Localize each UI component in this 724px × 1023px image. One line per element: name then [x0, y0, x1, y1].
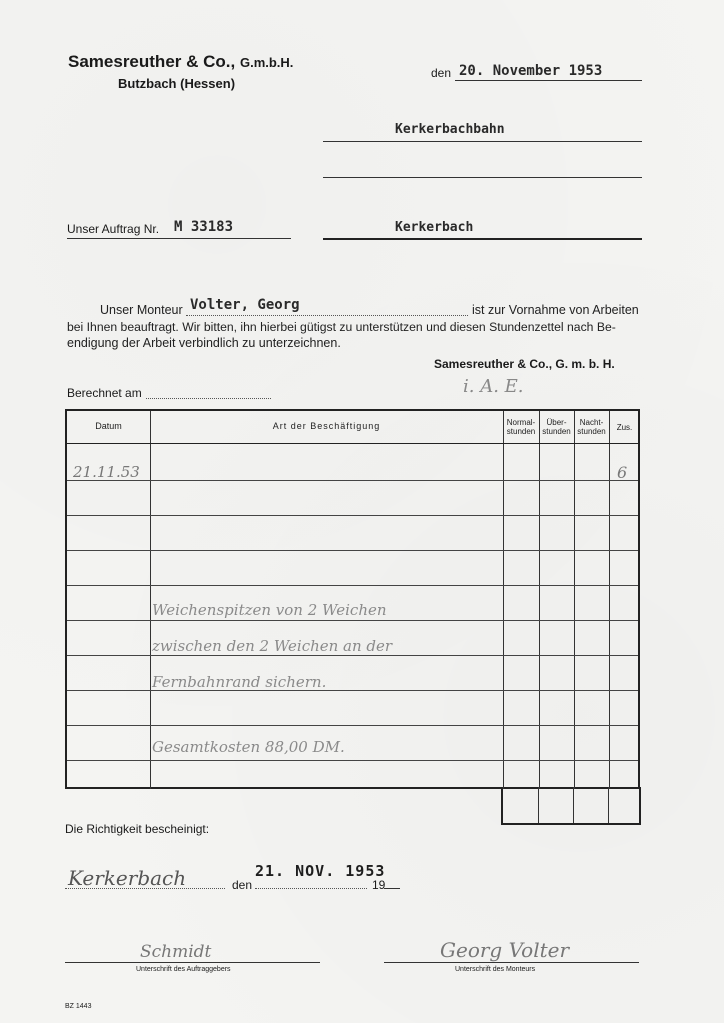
timesheet-table — [65, 409, 640, 789]
header-nacht-line-1: Nacht- — [579, 418, 604, 427]
row-rule — [67, 725, 638, 726]
date-underline — [455, 80, 642, 81]
company-name — [68, 52, 293, 72]
monteur-name: Volter, Georg — [190, 297, 300, 313]
header-ueber-line-1: Über- — [546, 418, 567, 427]
header-nachtstunden — [574, 418, 609, 436]
monteur-signature: Georg Volter — [440, 938, 570, 962]
row-rule — [67, 480, 638, 481]
monteur-label: Unser Monteur — [100, 303, 183, 317]
letter-line-2: bei Ihnen beauftragt. Wir bitten, ihn hierbei gütigst zu unterstützen und diesen Stundenzettel nach Be- — [67, 320, 616, 334]
location-underline — [323, 238, 642, 240]
entry-zus: 6 — [617, 463, 628, 482]
col-divider-art — [503, 411, 504, 789]
order-label: Unser Auftrag Nr. — [67, 222, 160, 236]
note-line-3: Fernbahnrand sichern. — [152, 673, 327, 691]
client-signature-caption: Unterschrift des Auftraggebers — [136, 966, 231, 973]
signature-company: Samesreuther & Co., G. m. b. H. — [434, 357, 615, 371]
row-rule — [67, 515, 638, 516]
entry-date: 21.11.53 — [73, 463, 140, 481]
signature-initials: i. A. E. — [463, 376, 524, 397]
date-prefix: den — [431, 66, 452, 80]
note-line-4: Gesamtkosten 88,00 DM. — [152, 738, 345, 756]
place-handwritten: Kerkerbach — [68, 866, 187, 890]
year-label: 19 — [372, 878, 386, 892]
header-normal-line-2: stunden — [506, 427, 536, 436]
project-location: Kerkerbach — [395, 220, 474, 235]
client-signature: Schmidt — [140, 942, 212, 962]
order-number: M 33183 — [174, 219, 234, 235]
header-normalstunden — [503, 418, 539, 436]
place-underline — [65, 888, 225, 889]
sum-box — [501, 787, 641, 825]
note-line-2: zwischen den 2 Weichen an der — [152, 637, 393, 655]
monteur-signature-caption: Unterschrift des Monteurs — [455, 966, 536, 973]
project-line-2-rule — [323, 177, 642, 178]
col-divider-normal — [539, 411, 540, 789]
col-divider-nacht — [609, 411, 610, 789]
order-underline — [67, 238, 291, 239]
berechnet-underline — [146, 398, 271, 399]
monteur-underline — [186, 315, 468, 316]
row-rule — [67, 620, 638, 621]
stamp-underline — [255, 888, 367, 889]
sum-divider — [608, 787, 609, 823]
header-ueberstunden — [539, 418, 574, 436]
date-stamp: 21. NOV. 1953 — [255, 862, 386, 880]
certify-label: Die Richtigkeit bescheinigt: — [65, 822, 210, 836]
row-rule — [67, 550, 638, 551]
sum-divider — [573, 787, 574, 823]
document-date: 20. November 1953 — [459, 63, 603, 79]
client-signature-line — [65, 962, 320, 963]
col-divider-ueber — [574, 411, 575, 789]
company-city: Butzbach (Hessen) — [118, 76, 236, 91]
row-rule — [67, 655, 638, 656]
year-underline — [384, 888, 400, 889]
project-line-1: Kerkerbachbahn — [395, 122, 505, 137]
letter-line-3: endigung der Arbeit verbindlich zu unterzeichnen. — [67, 336, 341, 350]
company-name-text: Samesreuther & Co., — [68, 52, 236, 71]
header-nacht-line-2: stunden — [577, 427, 606, 436]
row-rule — [67, 760, 638, 761]
project-line-1-rule — [323, 141, 642, 142]
header-datum: Datum — [95, 421, 122, 431]
company-suffix: G.m.b.H. — [239, 55, 294, 70]
note-line-1: Weichenspitzen von 2 Weichen — [152, 601, 387, 619]
row-rule — [67, 585, 638, 586]
header-normal-line-1: Normal- — [506, 418, 536, 427]
header-zus: Zus. — [616, 423, 633, 432]
header-art: Art der Beschäftigung — [272, 421, 381, 431]
form-code: BZ 1443 — [65, 1003, 92, 1010]
sum-divider — [538, 787, 539, 823]
monteur-signature-line — [384, 962, 639, 963]
header-ueber-line-2: stunden — [542, 427, 571, 436]
letter-line-1-end: ist zur Vornahme von Arbeiten — [472, 303, 639, 317]
col-divider-datum — [150, 411, 151, 789]
header-rule — [67, 443, 638, 444]
berechnet-label: Berechnet am — [67, 386, 142, 400]
den-label: den — [232, 878, 253, 892]
